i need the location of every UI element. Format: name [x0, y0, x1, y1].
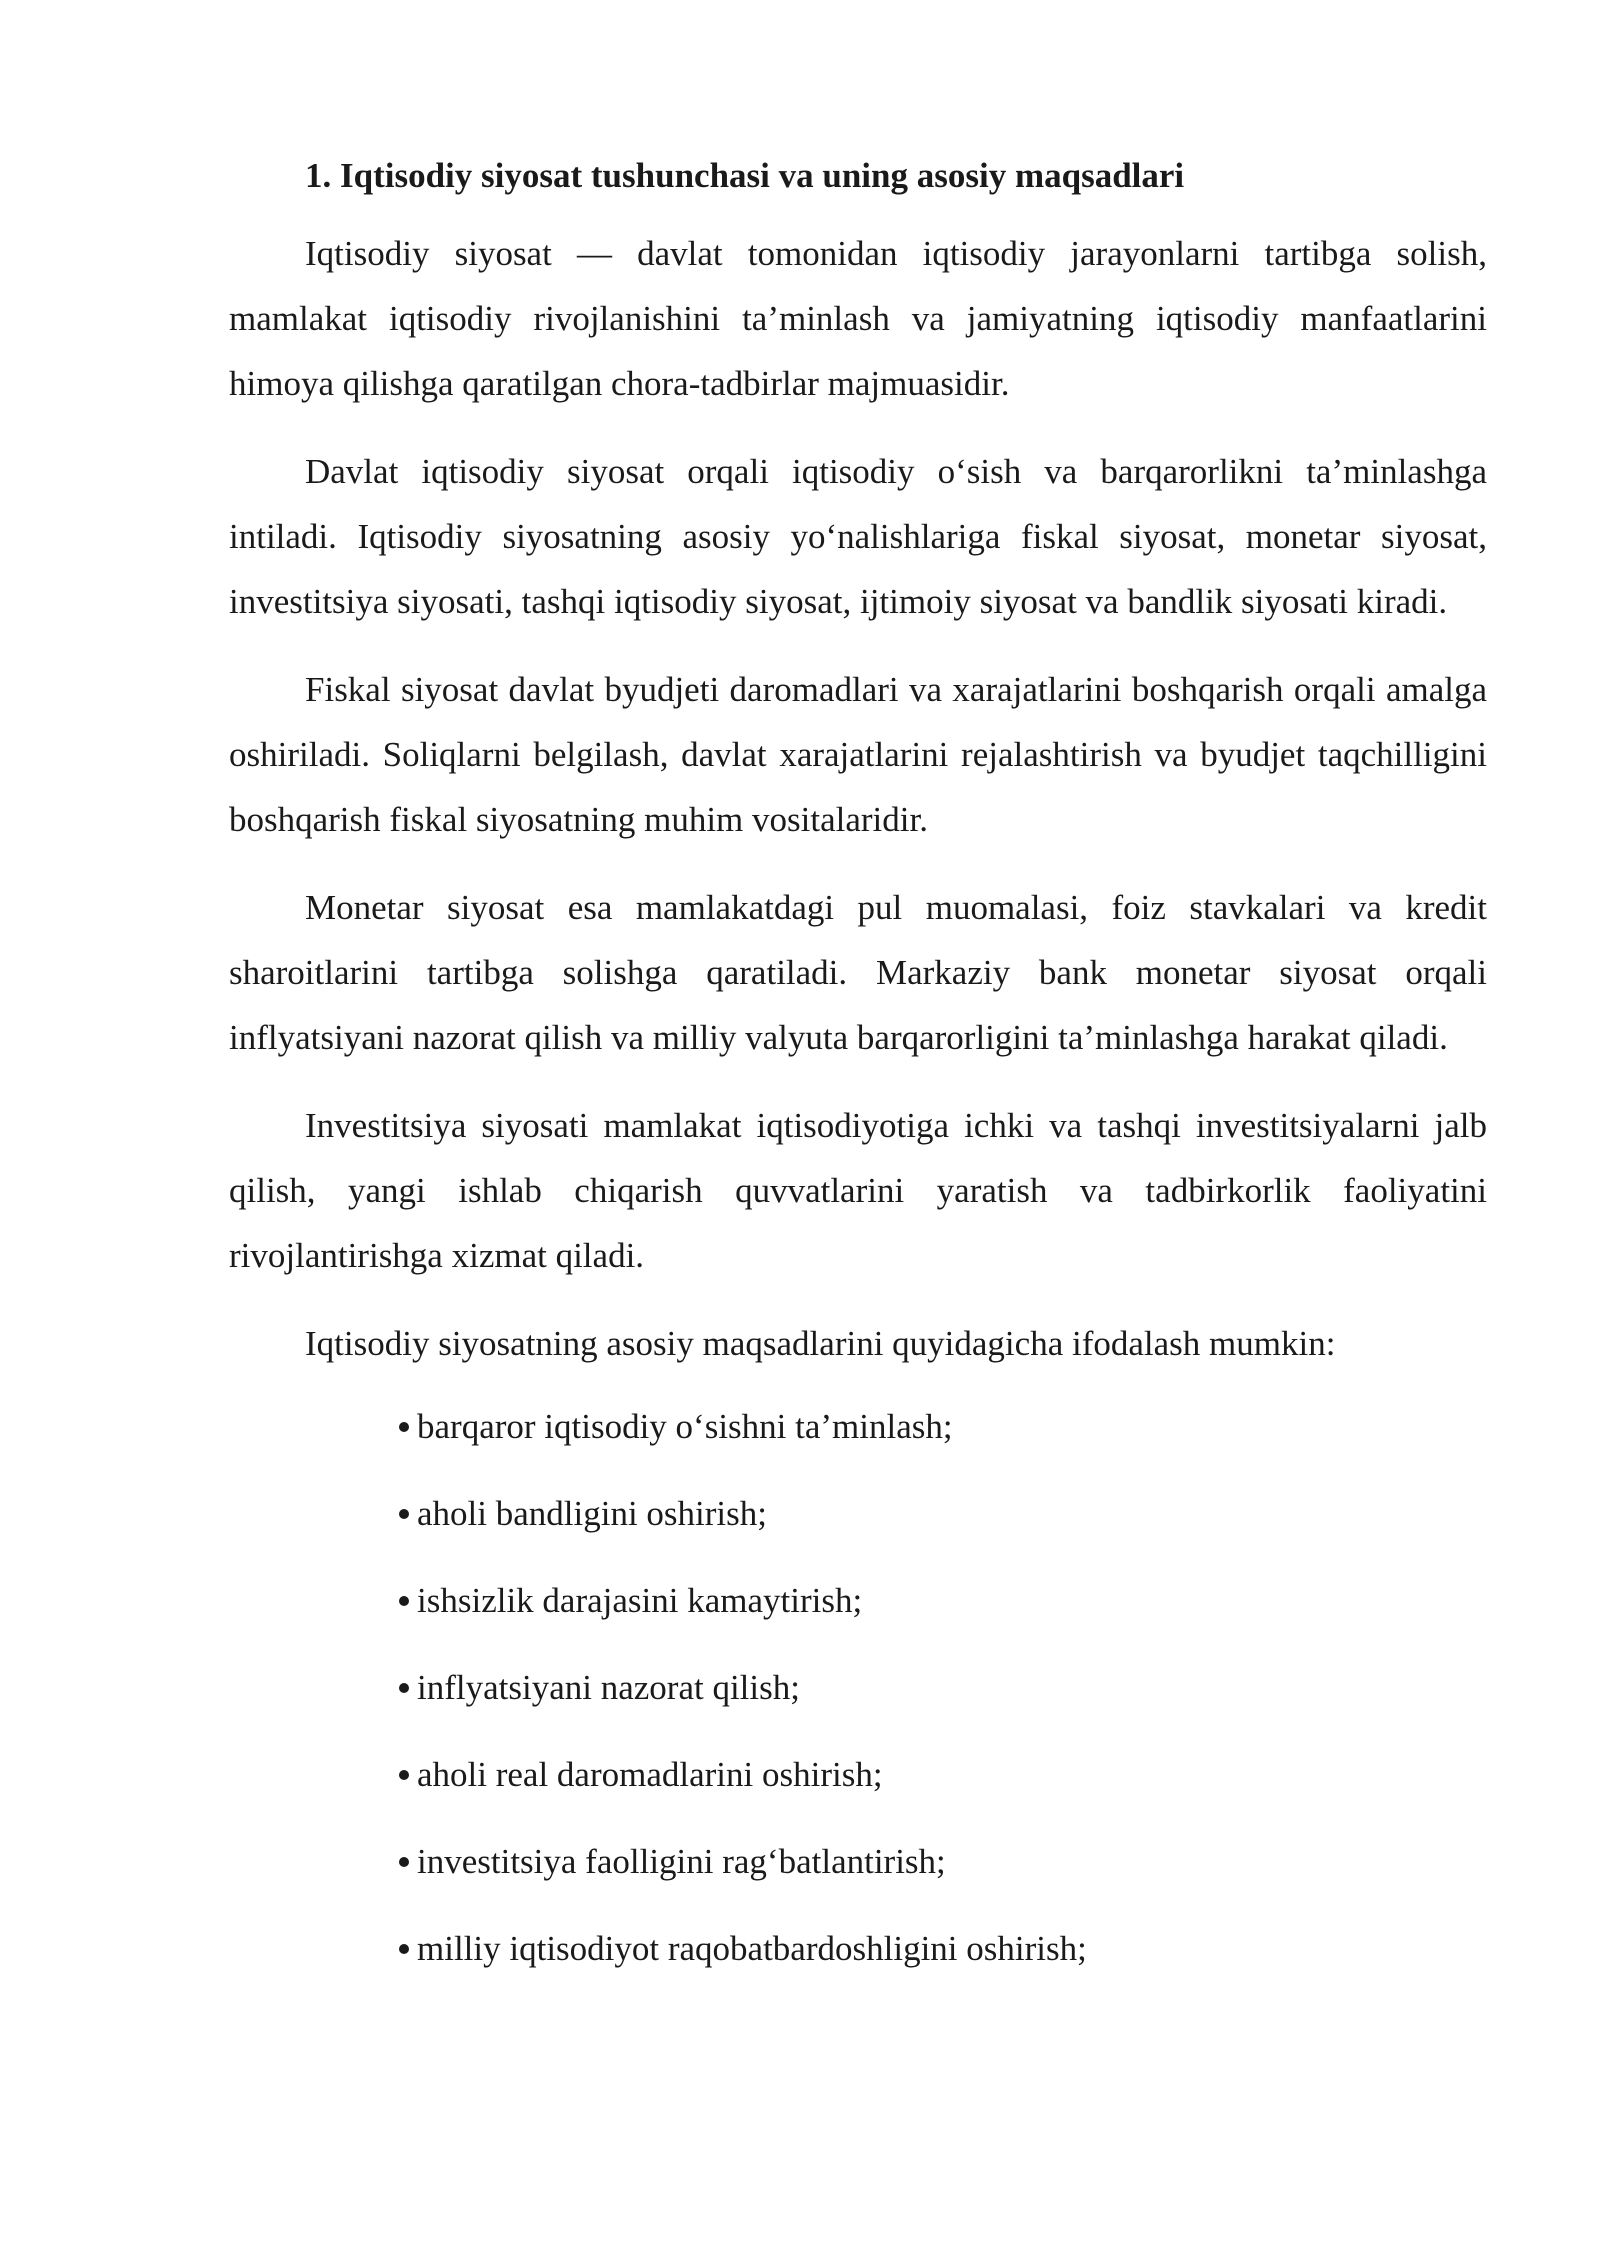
bullet-icon [399, 1596, 409, 1606]
goals-list [229, 1394, 1487, 1981]
list-item [399, 1481, 1487, 1546]
paragraph-monetary-policy: Monetar siyosat esa mamlakatdagi pul muomalasi, foiz stavkalari va kredit sharoitlarini tartibga solishga qaratiladi. Markaziy bank monetar siyosat orqali inflyatsiyani nazorat qilish va milliy valyuta barqarorligini ta’minlashga harakat qiladi. [229, 888, 1487, 1057]
list-item [399, 1394, 1487, 1459]
list-item-text: barqaror iqtisodiy o‘sishni ta’minlash; [417, 1407, 953, 1446]
bullet-icon [399, 1509, 409, 1519]
document-content [229, 148, 1487, 2003]
list-item-text: aholi bandligini oshirish; [417, 1494, 767, 1533]
list-item-text: milliy iqtisodiyot raqobatbardoshligini oshirish; [417, 1929, 1087, 1968]
list-item [399, 1916, 1487, 1981]
section-heading: 1. Iqtisodiy siyosat tushunchasi va uning asosiy maqsadlari [305, 156, 1185, 195]
list-item-text: ishsizlik darajasini kamaytirish; [417, 1581, 863, 1620]
paragraph-definition: Iqtisodiy siyosat — davlat tomonidan iqtisodiy jarayonlarni tartibga solish, mamlakat iqtisodiy rivojlanishini ta’minlash va jamiyatning iqtisodiy manfaatlarini himoya qilishga qaratilgan chora-tadbirlar majmuasidir. [229, 234, 1487, 403]
paragraph-fiscal-policy: Fiskal siyosat davlat byudjeti daromadlari va xarajatlarini boshqarish orqali amalga oshiriladi. Soliqlarni belgilash, davlat xarajatlarini rejalashtirish va byudjet taqchilligini boshqarish fiskal siyosatning muhim vositalaridir. [229, 670, 1487, 839]
bullet-icon [399, 1770, 409, 1780]
bullet-icon [399, 1683, 409, 1693]
list-item [399, 1829, 1487, 1894]
bullet-icon [399, 1857, 409, 1867]
list-item [399, 1568, 1487, 1633]
paragraph-goals-intro: Iqtisodiy siyosatning asosiy maqsadlarini quyidagicha ifodalash mumkin: [305, 1324, 1336, 1363]
paragraph-directions: Davlat iqtisodiy siyosat orqali iqtisodiy o‘sish va barqarorlikni ta’minlashga intiladi. Iqtisodiy siyosatning asosiy yo‘nalishlariga fiskal siyosat, monetar siyosat, investitsiya siyosati, tashqi iqtisodiy siyosat, ijtimoiy siyosat va bandlik siyosati kiradi. [229, 452, 1487, 621]
bullet-icon [399, 1422, 409, 1432]
list-item-text: aholi real daromadlarini oshirish; [417, 1755, 883, 1794]
list-item-text: inflyatsiyani nazorat qilish; [417, 1668, 800, 1707]
list-item [399, 1655, 1487, 1720]
list-item-text: investitsiya faolligini rag‘batlantirish; [417, 1842, 946, 1881]
list-item [399, 1742, 1487, 1807]
bullet-icon [399, 1944, 409, 1954]
paragraph-investment-policy: Investitsiya siyosati mamlakat iqtisodiyotiga ichki va tashqi investitsiyalarni jalb qilish, yangi ishlab chiqarish quvvatlarini yaratish va tadbirkorlik faoliyatini rivojlantirishga xizmat qiladi. [229, 1106, 1487, 1275]
